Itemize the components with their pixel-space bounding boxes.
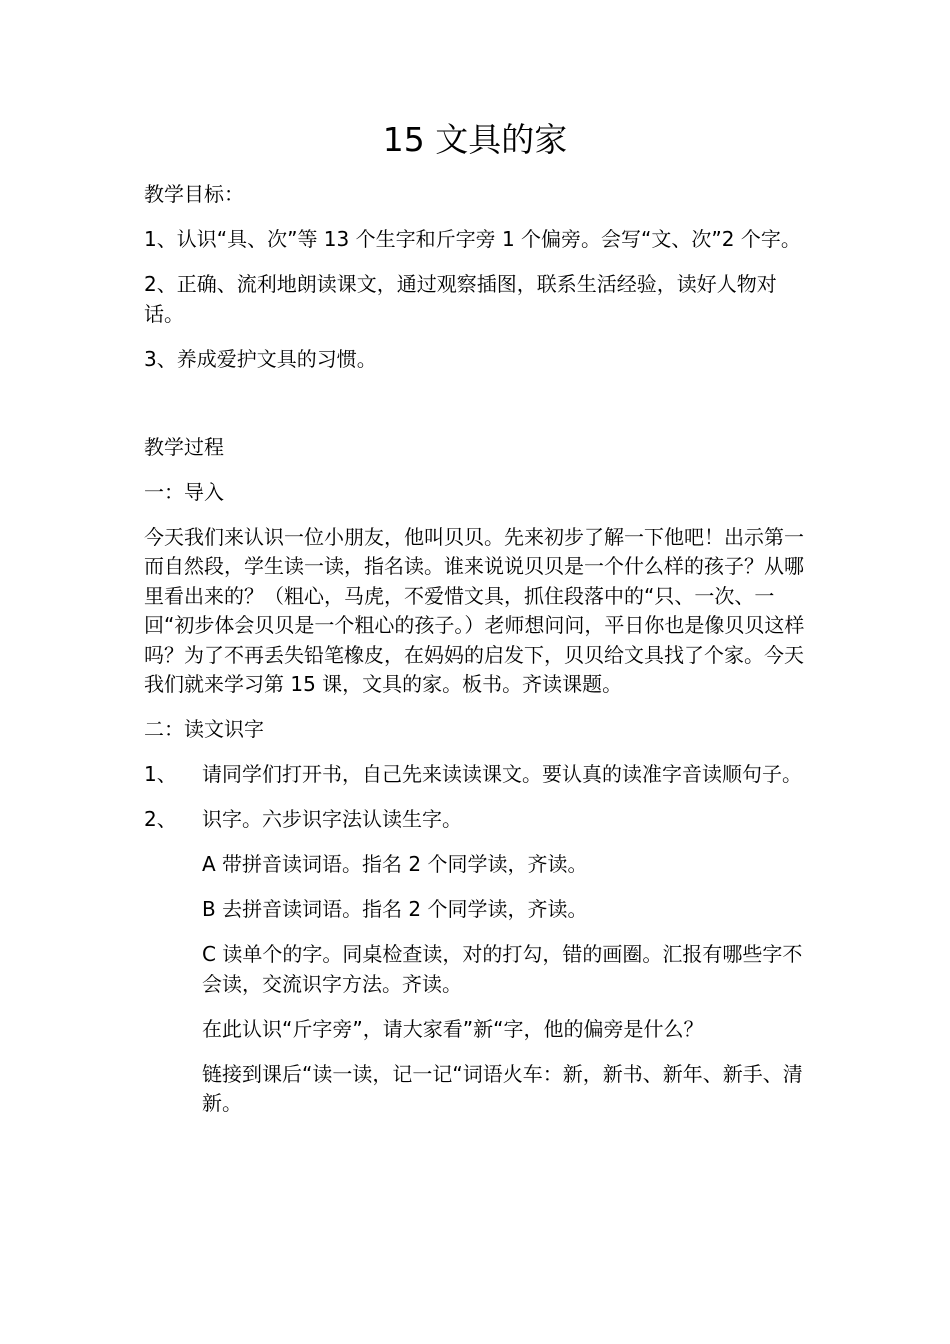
document-body bbox=[144, 180, 809, 1134]
step-text: 识字。六步识字法认读生字。 bbox=[202, 807, 462, 831]
objective-item-1: 1、认识“具、次”等 13 个生字和斤字旁 1 个偏旁。会写“文、次”2 个字。 bbox=[144, 227, 801, 251]
section-spacer bbox=[144, 390, 809, 433]
section-2-heading: 二：读文识字 bbox=[144, 717, 264, 741]
section-1-heading: 一：导入 bbox=[144, 479, 224, 504]
objective-item-2: 2、正确、流利地朗读课文，通过观察插图，联系生活经验，读好人物对话。 bbox=[144, 272, 777, 326]
step-text: 请同学们打开书，自己先来读读课文。要认真的读准字音读顺句子。 bbox=[202, 762, 802, 786]
sub-item-c: C 读单个的字。同桌检查读，对的打勾，错的画圈。汇报有哪些字不会读，交流识字方法。齐读。 bbox=[202, 942, 803, 996]
step-item-2 bbox=[144, 805, 809, 835]
document-title: 15 文具的家 bbox=[382, 120, 568, 159]
objective-item-3: 3、养成爱护文具的习惯。 bbox=[144, 346, 377, 371]
section-1-text: 今天我们来认识一位小朋友，他叫贝贝。先来初步了解一下他吧！出示第一而自然段，学生读一读，指名读。谁来说说贝贝是一个什么样的孩子？从哪里看出来的？（粗心，马虎，不爱惜文具，抓住段落中的“只、一次、一回“初步体会贝贝是一个粗心的孩子。）老师想问问，平日你也是像贝贝这样吗？为了不再丢失铅笔橡皮，在妈妈的启发下，贝贝给文具找了个家。今天我们就来学习第 15 课，文具的家。板书。齐读课题。 bbox=[144, 524, 805, 696]
process-heading: 教学过程 bbox=[144, 434, 224, 459]
step-number: 2、 bbox=[144, 807, 177, 831]
objectives-heading: 教学目标： bbox=[144, 182, 244, 206]
step-item-1 bbox=[144, 760, 809, 790]
sub-item-word-train: 链接到课后“读一读，记一记“词语火车：新，新书、新年、新手、清新。 bbox=[202, 1061, 803, 1115]
sub-item-a: A 带拼音读词语。指名 2 个同学读，齐读。 bbox=[202, 852, 588, 876]
sub-item-radical-note: 在此认识“斤字旁”，请大家看”新“字，他的偏旁是什么？ bbox=[202, 1016, 704, 1041]
step-number: 1、 bbox=[144, 762, 177, 786]
sub-item-b: B 去拼音读词语。指名 2 个同学读，齐读。 bbox=[202, 897, 588, 921]
